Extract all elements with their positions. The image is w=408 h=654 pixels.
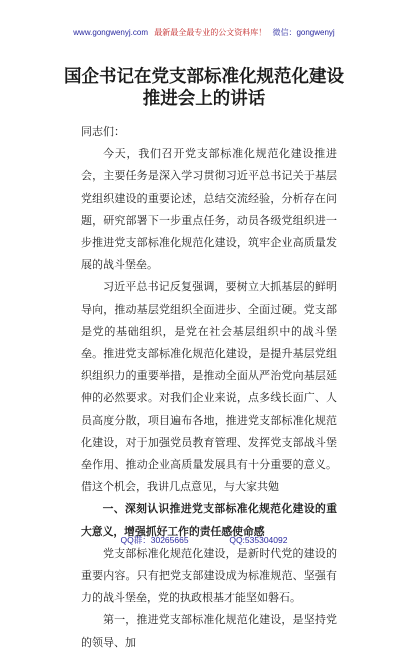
qq-group: QQ群：30265665: [120, 535, 189, 545]
page-header: [0, 28, 408, 38]
paragraph-importance: 习近平总书记反复强调，要树立大抓基层的鲜明导向，推动基层党组织全面进步、全面过硬。党支部是党的基础组织，是党在社会基层组织中的战斗堡垒。推进党支部标准化规范化建设，是提升基层党组织组织力的重要举措，是推动全面从严治党向基层延伸的必然要求。对我们企业来说，点多线长面广、人员高度分散，项目遍布各地，推进党支部标准化规范化建设，对于加强党员教育管理、发挥党支部战斗堡垒作用、推动企业高质量发展具有十分重要的意义。借这个机会，我讲几点意见，与大家共勉: [81, 280, 337, 494]
paragraph-section-1: 党支部标准化规范化建设，是新时代党的建设的重要内容。只有把党支部建设成为标准规范、坚强有力的战斗堡垒，党的执政根基才能坚如磐石。: [81, 546, 337, 605]
site-slogan: 最新最全最专业的公文资料库！: [154, 28, 267, 37]
document-body: [81, 121, 337, 654]
site-url: www.gongwenyj.com: [73, 28, 148, 37]
page-footer: [0, 535, 408, 545]
paragraph-intro: 今天，我们召开党支部标准化规范化建设推进会，主要任务是深入学习贯彻习近平总书记关于基层党组织建设的重要论述，总结交流经验，分析存在问题，研究部署下一步重点任务，动员各级党组织进一步推进党支部标准化规范化建设，筑牢企业高质量发展的战斗堡垒。: [81, 147, 337, 272]
wechat-id: 微信：gongwenyj: [272, 28, 335, 37]
section-heading-1: 一、深刻认识推进党支部标准化规范化建设的重大意义，增强抓好工作的责任感使命感: [81, 502, 337, 538]
document-title: 国企书记在党支部标准化规范化建设推进会上的讲话: [64, 67, 344, 109]
salutation: 同志们：: [81, 125, 125, 138]
qq-number: QQ:535304092: [229, 535, 288, 545]
paragraph-point-1: 第一，推进党支部标准化规范化建设，是坚持党的领导、加: [81, 613, 337, 649]
